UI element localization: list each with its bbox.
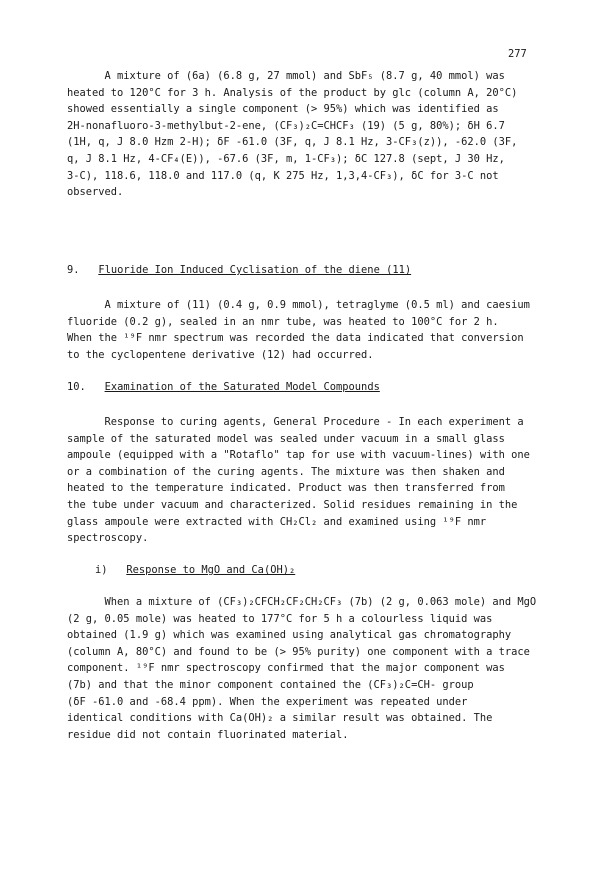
text-line: obtained (1.9 g) which was examined using analytical gas chromatography bbox=[67, 629, 512, 642]
text-line: Response to curing agents, General Procedure - In each experiment a bbox=[67, 416, 524, 428]
text-line: the tube under vacuum and characterized. Solid residues remaining in the bbox=[67, 498, 518, 511]
text-line: (7b) and that the minor component contained the (CF₃)₂C=CH- group bbox=[67, 678, 474, 691]
paragraph-cyclisation bbox=[67, 297, 567, 363]
section-title: Examination of the Saturated Model Compounds bbox=[104, 381, 380, 393]
paragraph-sbf5-reaction bbox=[67, 68, 567, 201]
text-line: or a combination of the curing agents. The mixture was then shaken and bbox=[67, 465, 505, 478]
subsection-title: Response to MgO and Ca(OH)₂ bbox=[126, 564, 296, 576]
subsection-heading-i bbox=[95, 562, 593, 579]
section-title: Fluoride Ion Induced Cyclisation of the diene (11) bbox=[98, 264, 412, 276]
text-line: When the ¹⁹F nmr spectrum was recorded the data indicated that conversion bbox=[67, 332, 524, 345]
text-line: spectroscopy. bbox=[67, 532, 149, 545]
text-line: 3-C), 118.6, 118.0 and 117.0 (q, K 275 Hz, 1,3,4-CF₃), δC for 3-C not bbox=[67, 169, 499, 182]
text-line: sample of the saturated model was sealed under vacuum in a small glass bbox=[67, 432, 505, 445]
text-line: 2H-nonafluoro-3-methylbut-2-ene, (CF₃)₂C=CHCF₃ (19) (5 g, 80%); δH 6.7 bbox=[67, 119, 505, 132]
text-line: (1H, q, J 8.0 Hzm 2-H); δF -61.0 (3F, q, J 8.1 Hz, 3-CF₃(z)), -62.0 (3F, bbox=[67, 136, 518, 149]
text-line: A mixture of (6a) (6.8 g, 27 mmol) and SbF₅ (8.7 g, 40 mmol) was bbox=[67, 70, 505, 82]
subsection-number: i) bbox=[95, 564, 108, 576]
text-line: A mixture of (11) (0.4 g, 0.9 mmol), tetraglyme (0.5 ml) and caesium bbox=[67, 299, 530, 311]
text-line: residue did not contain fluorinated material. bbox=[67, 728, 349, 741]
text-line: (column A, 80°C) and found to be (> 95% purity) one component with a trace bbox=[67, 645, 530, 658]
text-line: heated to 120°C for 3 h. Analysis of the product by glc (column A, 20°C) bbox=[67, 86, 518, 99]
text-line: glass ampoule were extracted with CH₂Cl₂ and examined using ¹⁹F nmr bbox=[67, 515, 487, 528]
text-line: fluoride (0.2 g), sealed in an nmr tube, was heated to 100°C for 2 h. bbox=[67, 315, 499, 328]
text-line: (δF -61.0 and -68.4 ppm). When the experiment was repeated under bbox=[67, 695, 468, 708]
section-heading-9 bbox=[67, 262, 567, 279]
text-line: (2 g, 0.05 mole) was heated to 177°C for 5 h a colourless liquid was bbox=[67, 612, 493, 625]
section-number: 9. bbox=[67, 264, 80, 276]
text-line: showed essentially a single component (> 95%) which was identified as bbox=[67, 103, 499, 116]
section-number: 10. bbox=[67, 381, 86, 393]
text-line: heated to the temperature indicated. Product was then transferred from bbox=[67, 482, 505, 495]
text-line: When a mixture of (CF₃)₂CFCH₂CF₂CH₂CF₃ (7b) (2 g, 0.063 mole) and MgO bbox=[67, 596, 537, 608]
text-line: q, J 8.1 Hz, 4-CF₄(E)), -67.6 (3F, m, 1-CF₃); δC 127.8 (sept, J 30 Hz, bbox=[67, 152, 505, 165]
text-line: ampoule (equipped with a "Rotaflo" tap for use with vacuum-lines) with one bbox=[67, 449, 530, 462]
section-heading-10 bbox=[67, 379, 567, 396]
paragraph-mgo-response bbox=[67, 594, 567, 743]
paragraph-general-procedure bbox=[67, 414, 567, 547]
page-number: 277 bbox=[508, 48, 527, 60]
text-line: observed. bbox=[67, 186, 124, 199]
text-line: identical conditions with Ca(OH)₂ a similar result was obtained. The bbox=[67, 712, 493, 725]
text-line: component. ¹⁹F nmr spectroscopy confirmed that the major component was bbox=[67, 662, 505, 675]
text-line: to the cyclopentene derivative (12) had occurred. bbox=[67, 348, 374, 361]
